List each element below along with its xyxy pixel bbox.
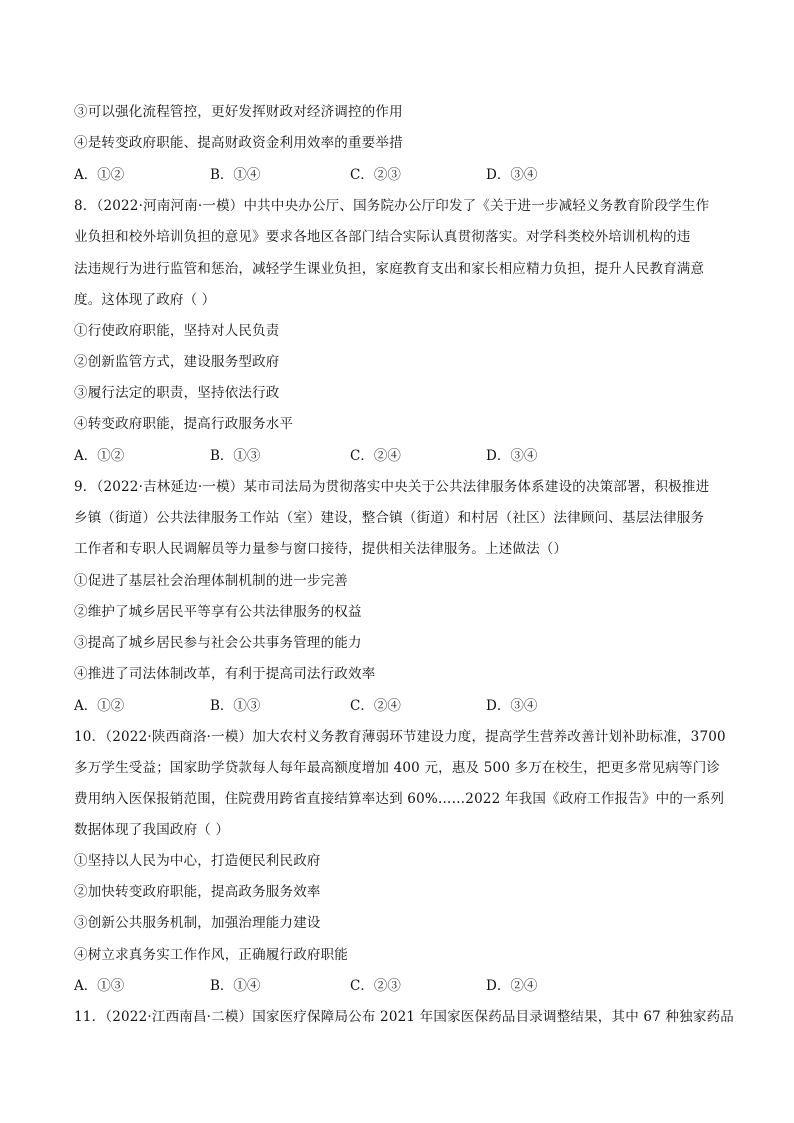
q11-stem-line-1: 11．（2022·江西南昌·二模）国家医疗保障局公布 2021 年国家医保药品目录调整结果，其中 67 种独家药品 (74, 1009, 734, 1025)
q10-option-4: ④树立求真务实工作作风，正确履行政府职能 (74, 947, 348, 963)
q8-stem-line-3: 法违规行为进行监管和惩治，减轻学生课业负担，家庭教育支出和家长相应精力负担，提升人民教育满意 (74, 261, 705, 277)
q9-stem-line-2: 乡镇（街道）公共法律服务工作站（室）建设，整合镇（街道）和村居（社区）法律顾问、基层法律服务 (74, 510, 705, 526)
q8-stem-line-4: 度。这体现了政府（ ） (74, 292, 216, 308)
q10-choice-d: D．②④ (486, 978, 538, 994)
q10-stem-line-3: 费用纳入医保报销范围，住院费用跨省直接结算率达到 60%……2022 年我国《政府工作报告》中的一系列 (74, 791, 725, 807)
q9-option-1: ①促进了基层社会治理体制机制的进一步完善 (74, 573, 348, 589)
q8-option-2: ②创新监管方式，建设服务型政府 (74, 354, 280, 370)
q10-stem-line-2: 多万学生受益；国家助学贷款每人每年最高额度增加 400 元，惠及 500 多万在校生，把更多常见病等门诊 (74, 760, 721, 776)
q10-option-3: ③创新公共服务机制，加强治理能力建设 (74, 915, 321, 931)
q7-choices (74, 166, 634, 184)
q7-option-4: ④是转变政府职能、提高财政资金利用效率的重要举措 (74, 135, 403, 151)
q8-choice-c: C．②④ (350, 448, 401, 464)
q7-choice-b: B．①④ (210, 167, 261, 183)
q9-choice-c: C．②④ (350, 698, 401, 714)
q10-choice-c: C．②③ (350, 978, 401, 994)
q10-choices (74, 977, 634, 995)
q8-choice-a: A．①② (74, 448, 125, 464)
q10-stem-line-1: 10．（2022·陕西商洛·一模）加大农村义务教育薄弱环节建设力度，提高学生营养改善计划补助标准，3700 (74, 729, 726, 745)
q8-option-4: ④转变政府职能，提高行政服务水平 (74, 416, 294, 432)
q9-option-2: ②维护了城乡居民平等享有公共法律服务的权益 (74, 604, 362, 620)
q9-choices (74, 697, 634, 715)
q8-option-3: ③履行法定的职责，坚持依法行政 (74, 385, 280, 401)
q9-choice-a: A．①② (74, 698, 125, 714)
q7-choice-a: A．①② (74, 167, 125, 183)
q9-option-3: ③提高了城乡居民参与社会公共事务管理的能力 (74, 635, 362, 651)
q9-choice-b: B．①③ (210, 698, 261, 714)
q7-choice-c: C．②③ (350, 167, 401, 183)
q7-choice-d: D．③④ (486, 167, 538, 183)
q8-option-1: ①行使政府职能，坚持对人民负责 (74, 323, 280, 339)
q10-choice-b: B．①④ (210, 978, 261, 994)
q9-stem-line-1: 9．（2022·吉林延边·一模）某市司法局为贯彻落实中央关于公共法律服务体系建设的决策部署，积极推进 (74, 479, 710, 495)
q9-stem-line-3: 工作者和专职人民调解员等力量参与窗口接待，提供相关法律服务。上述做法（） (74, 541, 568, 557)
q8-choice-b: B．①③ (210, 448, 261, 464)
q7-option-3: ③可以强化流程管控，更好发挥财政对经济调控的作用 (74, 104, 403, 120)
q10-choice-a: A．①③ (74, 978, 125, 994)
q8-choice-d: D．③④ (486, 448, 538, 464)
q10-option-1: ①坚持以人民为中心，打造便民利民政府 (74, 853, 321, 869)
q8-stem-line-2: 业负担和校外培训负担的意见》要求各地区各部门结合实际认真贯彻落实。对学科类校外培训机构的违 (74, 229, 691, 245)
q10-stem-line-4: 数据体现了我国政府（ ） (74, 822, 230, 838)
q10-option-2: ②加快转变政府职能，提高政务服务效率 (74, 884, 321, 900)
q8-stem-line-1: 8．（2022·河南河南·一模）中共中央办公厅、国务院办公厅印发了《关于进一步减轻义务教育阶段学生作 (74, 198, 710, 214)
q9-option-4: ④推进了司法体制改革，有利于提高司法行政效率 (74, 666, 376, 682)
q8-choices (74, 447, 634, 465)
q9-choice-d: D．③④ (486, 698, 538, 714)
